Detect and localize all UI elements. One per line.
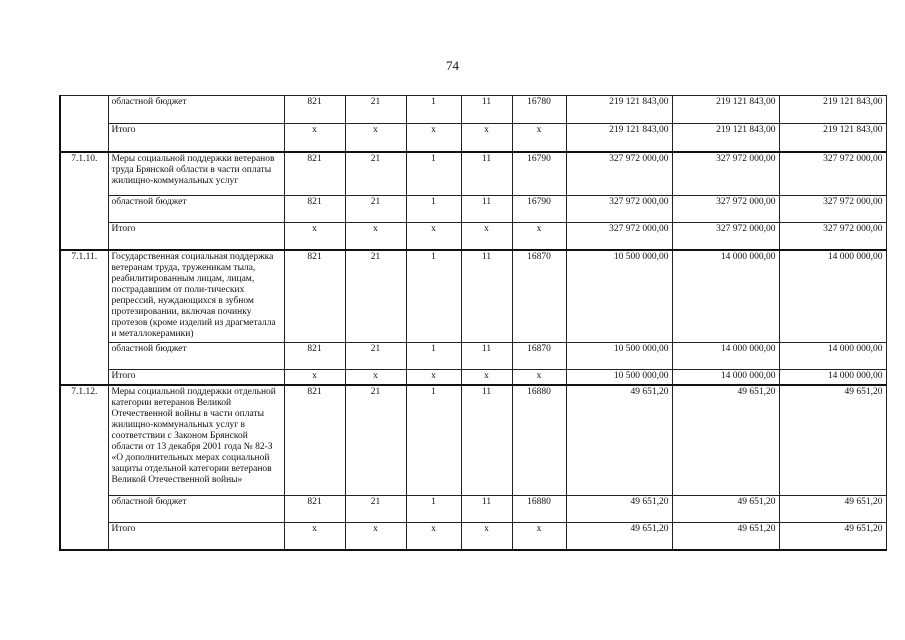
amount-year-2: 49 651,20 <box>672 385 779 496</box>
code-subsection: 1 <box>406 152 461 196</box>
amount-year-3: 327 972 000,00 <box>779 196 886 223</box>
code-subsection: х <box>406 223 461 250</box>
code-item: х <box>512 124 566 152</box>
table-row <box>60 124 886 152</box>
amount-year-3: 49 651,20 <box>779 496 886 523</box>
code-program: х <box>461 124 512 152</box>
amount-year-1: 49 651,20 <box>566 523 672 550</box>
code-item: х <box>512 369 566 385</box>
row-number <box>60 96 108 152</box>
code-subsection: 1 <box>406 250 461 343</box>
table-row <box>60 223 886 250</box>
table-row <box>60 196 886 223</box>
amount-year-2: 219 121 843,00 <box>672 124 779 152</box>
code-program: 11 <box>461 385 512 496</box>
code-section: 21 <box>345 196 406 223</box>
code-section: 21 <box>345 496 406 523</box>
row-number: 7.1.11. <box>60 250 108 385</box>
code-program: х <box>461 523 512 550</box>
amount-year-2: 327 972 000,00 <box>672 152 779 196</box>
table-row <box>60 496 886 523</box>
row-description: Государственная социальная поддержка ветеранам труда, труженикам тыла, реабилитированным лицам, лицам, пострадавшим от поли-тических репрессий, нуждающихся в зубном протезировании, включая починку протезов (кроме изделий из драгметалла и металлокерамики) <box>108 250 284 343</box>
row-description: Итого <box>108 369 284 385</box>
amount-year-2: 14 000 000,00 <box>672 342 779 369</box>
code-subsection: 1 <box>406 496 461 523</box>
row-number: 7.1.12. <box>60 385 108 550</box>
code-ministry: 821 <box>284 96 345 124</box>
row-description: Итого <box>108 223 284 250</box>
code-section: 21 <box>345 385 406 496</box>
amount-year-3: 49 651,20 <box>779 523 886 550</box>
amount-year-2: 14 000 000,00 <box>672 369 779 385</box>
table-row <box>60 96 886 124</box>
code-program: х <box>461 369 512 385</box>
code-ministry: 821 <box>284 385 345 496</box>
code-program: 11 <box>461 152 512 196</box>
code-subsection: х <box>406 523 461 550</box>
code-section: х <box>345 523 406 550</box>
budget-table <box>59 95 887 551</box>
row-description: Меры социальной поддержки отдельной категории ветеранов Великой Отечественной войны в части оплаты жилищно-коммунальных услуг в соответствии с Законом Брянской области от 13 декабря 2001 года № 82-З «О дополнительных мерах социальной защиты отдельной категории ветеранов Великой Отечественной войны» <box>108 385 284 496</box>
table-row <box>60 250 886 343</box>
code-item: 16780 <box>512 96 566 124</box>
code-subsection: 1 <box>406 196 461 223</box>
amount-year-2: 49 651,20 <box>672 496 779 523</box>
amount-year-1: 10 500 000,00 <box>566 369 672 385</box>
code-item: 16880 <box>512 385 566 496</box>
amount-year-1: 327 972 000,00 <box>566 196 672 223</box>
amount-year-1: 219 121 843,00 <box>566 96 672 124</box>
row-number: 7.1.10. <box>60 152 108 250</box>
code-item: 16790 <box>512 152 566 196</box>
code-program: х <box>461 223 512 250</box>
amount-year-3: 14 000 000,00 <box>779 342 886 369</box>
code-ministry: х <box>284 223 345 250</box>
code-program: 11 <box>461 96 512 124</box>
code-section: 21 <box>345 250 406 343</box>
amount-year-2: 49 651,20 <box>672 523 779 550</box>
code-ministry: 821 <box>284 250 345 343</box>
code-ministry: 821 <box>284 496 345 523</box>
code-ministry: 821 <box>284 342 345 369</box>
code-ministry: 821 <box>284 196 345 223</box>
page-number: 74 <box>446 58 459 73</box>
table-row <box>60 152 886 196</box>
amount-year-1: 10 500 000,00 <box>566 250 672 343</box>
amount-year-3: 219 121 843,00 <box>779 124 886 152</box>
amount-year-3: 219 121 843,00 <box>779 96 886 124</box>
code-section: 21 <box>345 342 406 369</box>
table-row <box>60 385 886 496</box>
amount-year-3: 327 972 000,00 <box>779 152 886 196</box>
code-subsection: 1 <box>406 342 461 369</box>
row-description: областной бюджет <box>108 96 284 124</box>
code-program: 11 <box>461 196 512 223</box>
amount-year-3: 14 000 000,00 <box>779 250 886 343</box>
amount-year-1: 10 500 000,00 <box>566 342 672 369</box>
code-ministry: х <box>284 369 345 385</box>
table-body <box>60 96 886 550</box>
table-row <box>60 342 886 369</box>
row-description: областной бюджет <box>108 496 284 523</box>
code-section: х <box>345 223 406 250</box>
code-item: 16870 <box>512 342 566 369</box>
code-program: 11 <box>461 250 512 343</box>
code-item: х <box>512 523 566 550</box>
code-section: х <box>345 369 406 385</box>
amount-year-2: 327 972 000,00 <box>672 223 779 250</box>
code-ministry: х <box>284 124 345 152</box>
code-subsection: х <box>406 369 461 385</box>
row-description: Итого <box>108 124 284 152</box>
code-program: 11 <box>461 342 512 369</box>
amount-year-1: 219 121 843,00 <box>566 124 672 152</box>
table-row <box>60 369 886 385</box>
row-description: Итого <box>108 523 284 550</box>
amount-year-3: 14 000 000,00 <box>779 369 886 385</box>
row-description: Меры социальной поддержки ветеранов труда Брянской области в части оплаты жилищно-коммунальных услуг <box>108 152 284 196</box>
amount-year-1: 49 651,20 <box>566 385 672 496</box>
code-subsection: 1 <box>406 385 461 496</box>
code-ministry: х <box>284 523 345 550</box>
code-program: 11 <box>461 496 512 523</box>
amount-year-3: 327 972 000,00 <box>779 223 886 250</box>
row-description: областной бюджет <box>108 196 284 223</box>
code-item: 16790 <box>512 196 566 223</box>
code-ministry: 821 <box>284 152 345 196</box>
amount-year-3: 49 651,20 <box>779 385 886 496</box>
row-description: областной бюджет <box>108 342 284 369</box>
table-row <box>60 523 886 550</box>
amount-year-2: 327 972 000,00 <box>672 196 779 223</box>
amount-year-2: 219 121 843,00 <box>672 96 779 124</box>
code-item: 16870 <box>512 250 566 343</box>
amount-year-1: 327 972 000,00 <box>566 152 672 196</box>
code-item: 16880 <box>512 496 566 523</box>
code-subsection: 1 <box>406 96 461 124</box>
amount-year-1: 49 651,20 <box>566 496 672 523</box>
amount-year-1: 327 972 000,00 <box>566 223 672 250</box>
code-item: х <box>512 223 566 250</box>
code-section: 21 <box>345 96 406 124</box>
code-section: х <box>345 124 406 152</box>
code-section: 21 <box>345 152 406 196</box>
amount-year-2: 14 000 000,00 <box>672 250 779 343</box>
code-subsection: х <box>406 124 461 152</box>
